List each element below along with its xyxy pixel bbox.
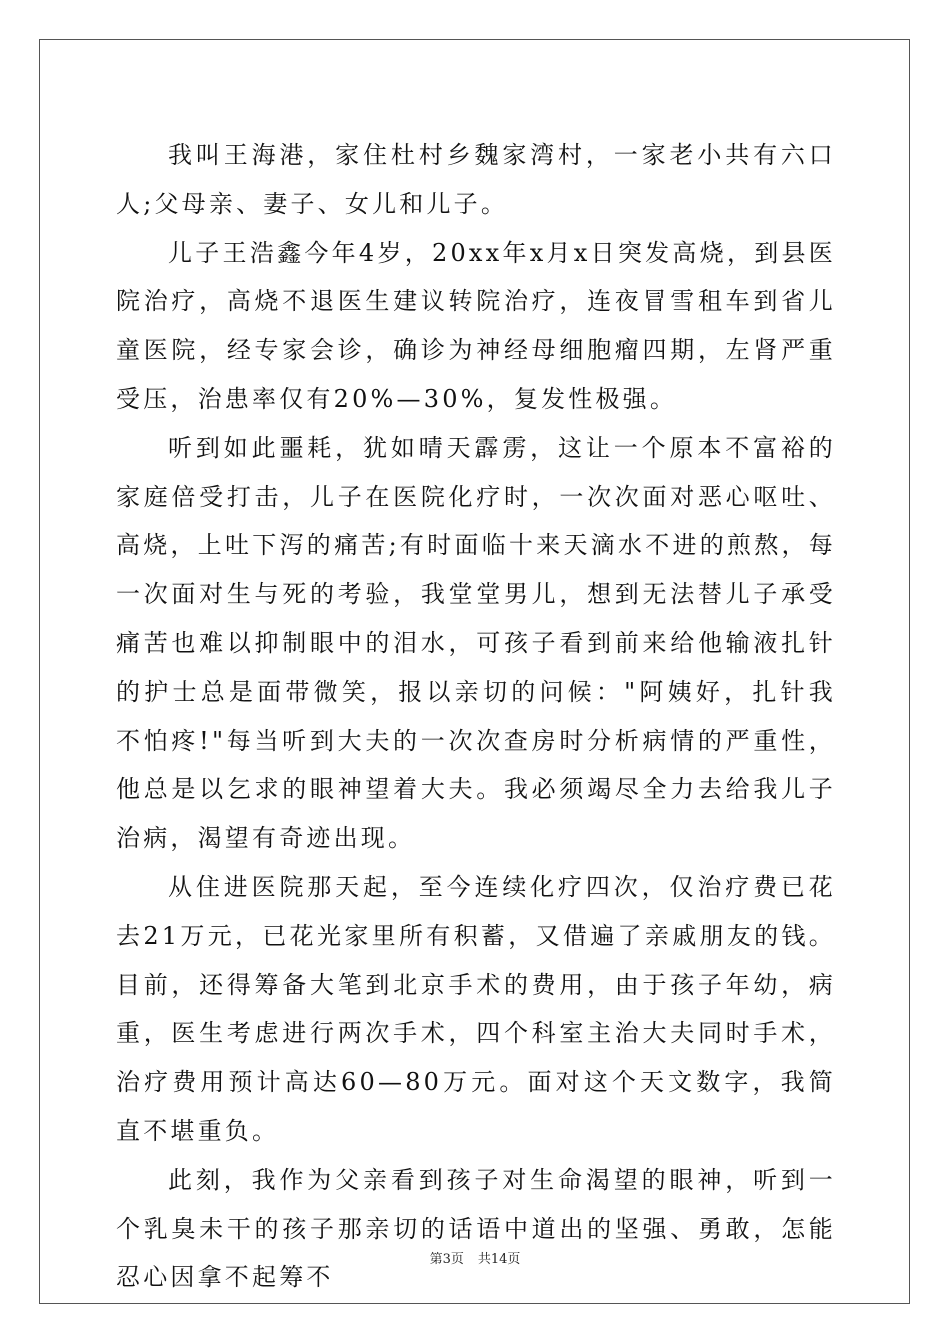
page-total: 共14页: [477, 1252, 521, 1267]
page-number: 第3页: [429, 1252, 464, 1267]
paragraph: 儿子王浩鑫今年4岁，20xx年x月x日突发高烧，到县医院治疗，高烧不退医生建议转院治疗，连夜冒雪租车到省儿童医院，经专家会诊，确诊为神经母细胞瘤四期，左肾严重受压，治患率仅有20%—30%，复发性极强。: [116, 238, 836, 413]
paragraph: 我叫王海港，家住杜村乡魏家湾村，一家老小共有六口人;父母亲、妻子、女儿和儿子。: [116, 141, 836, 218]
paragraph: 从住进医院那天起，至今连续化疗四次，仅治疗费已花去21万元，已花光家里所有积蓄，又借遍了亲戚朋友的钱。目前，还得筹备大笔到北京手术的费用，由于孩子年幼，病重，医生考虑进行两次手术，四个科室主治大夫同时手术，治疗费用预计高达60—80万元。面对这个天文数字，我简直不堪重负。: [116, 872, 836, 1145]
document-body: [116, 131, 836, 1302]
page-footer: [0, 1248, 950, 1267]
paragraph: 听到如此噩耗，犹如晴天霹雳，这让一个原本不富裕的家庭倍受打击，儿子在医院化疗时，一次次面对恶心呕吐、高烧，上吐下泻的痛苦;有时面临十来天滴水不进的煎熬，每一次面对生与死的考验，我堂堂男儿，想到无法替儿子承受痛苦也难以抑制眼中的泪水，可孩子看到前来给他输液扎针的护士总是面带微笑，报以亲切的问候："阿姨好，扎针我不怕疼!"每当听到大夫的一次次查房时分析病情的严重性，他总是以乞求的眼神望着大夫。我必须竭尽全力去给我儿子治病，渴望有奇迹出现。: [116, 433, 836, 853]
paragraph: 此刻，我作为父亲看到孩子对生命渴望的眼神，听到一个乳臭未干的孩子那亲切的话语中道出的坚强、勇敢，怎能忍心因拿不起筹不: [116, 1165, 836, 1292]
